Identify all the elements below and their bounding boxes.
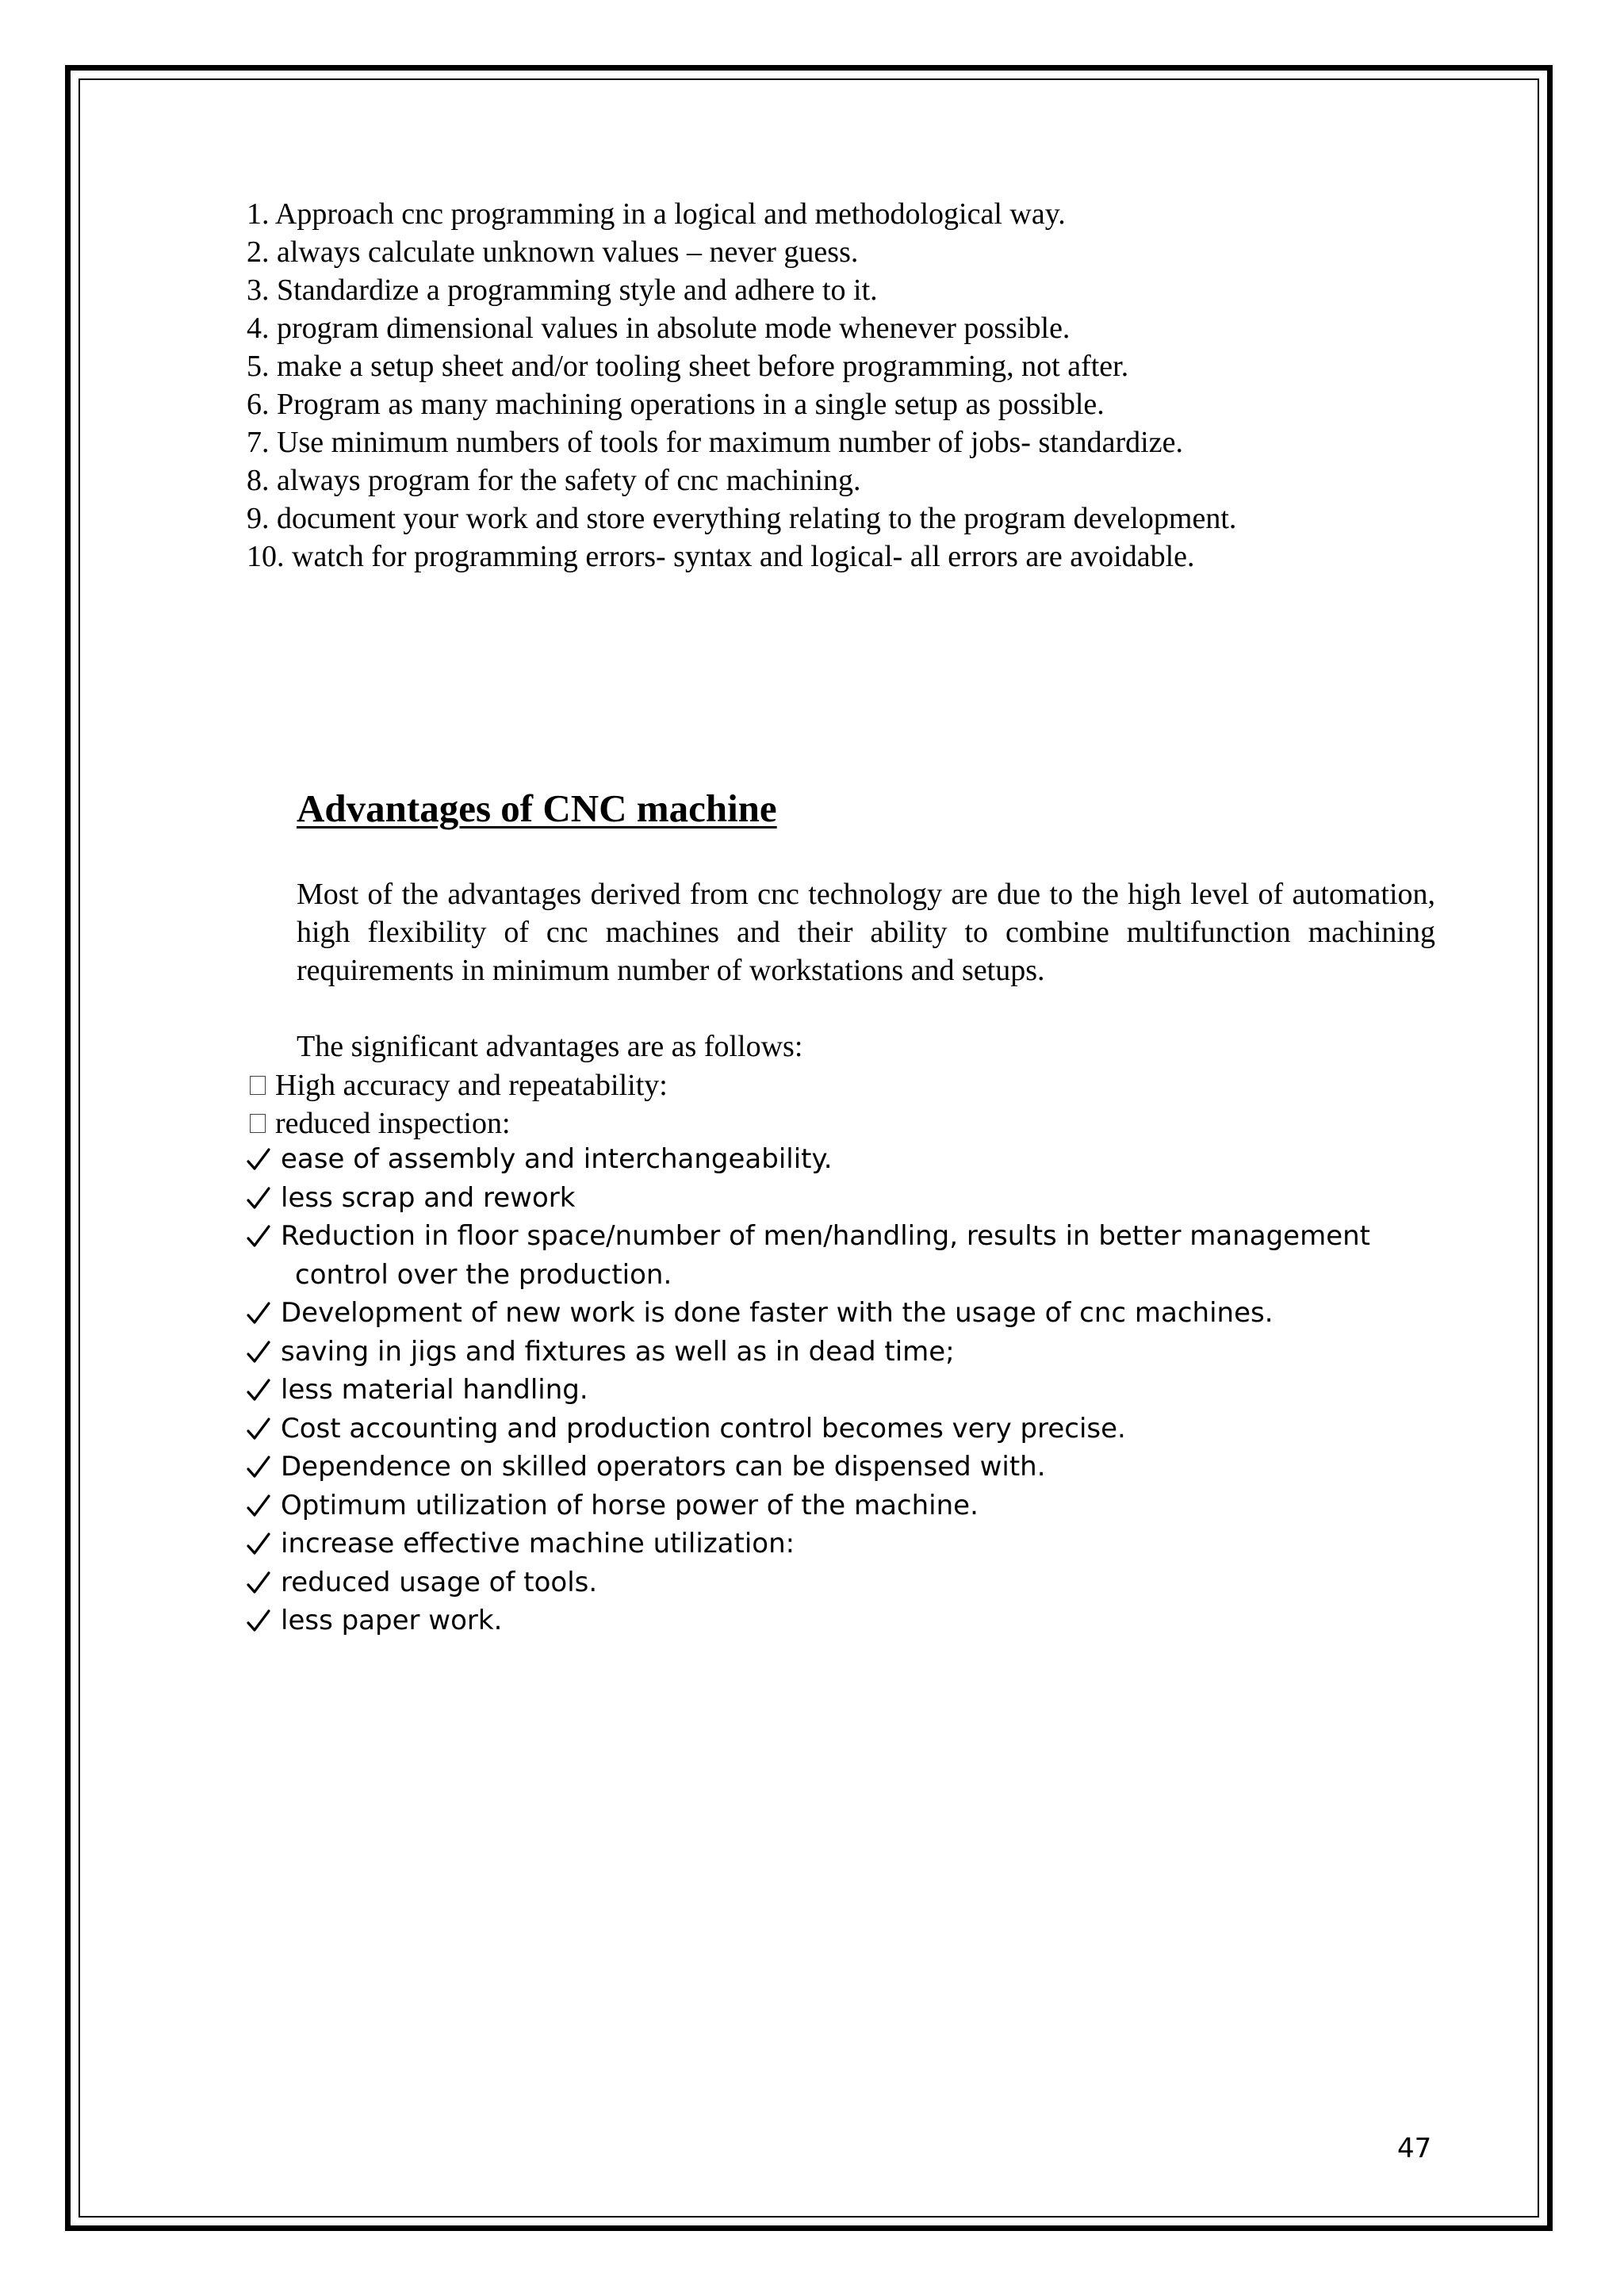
checkmark-icon — [244, 1179, 273, 1217]
checkmark-icon — [244, 1563, 273, 1601]
list-item-text: ease of assembly and interchangeability. — [281, 1143, 833, 1175]
list-item — [244, 1140, 1450, 1179]
list-item — [244, 1410, 1450, 1448]
list-item — [247, 1066, 668, 1104]
list-item-text: saving in jigs and fixtures as well as in dead time; — [281, 1335, 955, 1368]
checkmark-icon — [244, 1487, 273, 1525]
list-item — [244, 1179, 1450, 1218]
rule-item: 7. Use minimum numbers of tools for maximum number of jobs- standardize. — [247, 426, 1183, 459]
list-item-text: reduced usage of tools. — [281, 1566, 598, 1598]
list-item — [244, 1563, 1450, 1602]
significant-advantages-line: The significant advantages are as follows: — [297, 1030, 803, 1063]
list-item — [244, 1217, 1450, 1294]
rule-item: 6. Program as many machining operations in a single setup as possible. — [247, 388, 1105, 421]
page-number: 47 — [1397, 2133, 1432, 2164]
checkmark-icon — [244, 1410, 273, 1448]
empty-box-icon — [250, 1076, 266, 1095]
programming-rules-list — [247, 195, 1436, 576]
checked-advantages-list — [244, 1140, 1450, 1640]
list-item — [244, 1371, 1450, 1410]
list-item — [244, 1601, 1450, 1640]
list-item-text: High accuracy and repeatability: — [275, 1069, 668, 1102]
list-item-text: Cost accounting and production control becomes very precise. — [281, 1412, 1126, 1445]
rule-item: 8. always program for the safety of cnc machining. — [247, 464, 861, 497]
rule-item: 5. make a setup sheet and/or tooling sheet before programming, not after. — [247, 350, 1129, 383]
checkmark-icon — [244, 1217, 273, 1255]
list-item — [247, 1104, 668, 1142]
rule-item: 4. program dimensional values in absolute mode whenever possible. — [247, 312, 1071, 345]
checkmark-icon — [244, 1371, 273, 1409]
checkmark-icon — [244, 1294, 273, 1332]
list-item — [244, 1487, 1450, 1525]
checkmark-icon — [244, 1140, 273, 1178]
list-item-text: Dependence on skilled operators can be dispensed with. — [281, 1451, 1046, 1483]
checkmark-icon — [244, 1333, 273, 1371]
list-item-continuation: control over the production. — [295, 1258, 672, 1291]
list-item — [244, 1333, 1450, 1372]
rule-item: 9. document your work and store everything relating to the program development. — [247, 502, 1237, 535]
rule-item: 1. Approach cnc programming in a logical and methodological way. — [247, 197, 1066, 231]
list-item-text: Development of new work is done faster with the usage of cnc machines. — [281, 1297, 1274, 1329]
rule-item: 2. always calculate unknown values – never guess. — [247, 235, 859, 269]
list-item-text: less material handling. — [281, 1374, 588, 1406]
empty-box-icon — [250, 1114, 266, 1133]
list-item-text: Reduction in floor space/number of men/handling, results in better management — [281, 1220, 1370, 1252]
list-item-text: less paper work. — [281, 1605, 503, 1636]
list-item-text: increase effective machine utilization: — [281, 1528, 795, 1559]
list-item — [244, 1448, 1450, 1487]
list-item — [244, 1525, 1450, 1563]
checkmark-icon — [244, 1601, 273, 1640]
list-item — [244, 1294, 1450, 1333]
rule-item: 3. Standardize a programming style and adhere to it. — [247, 274, 878, 307]
box-advantages-list — [247, 1066, 668, 1142]
rule-item: 10. watch for programming errors- syntax and logical- all errors are avoidable. — [247, 540, 1195, 573]
list-item-text: reduced inspection: — [275, 1107, 511, 1140]
checkmark-icon — [244, 1448, 273, 1486]
checkmark-icon — [244, 1525, 273, 1563]
list-item-text: less scrap and rework — [281, 1181, 576, 1214]
advantages-intro-paragraph: Most of the advantages derived from cnc technology are due to the high level of automation, high flexibility of cnc machines and their ability to combine multifunction machining requirements in minimum number of workstations and setups. — [297, 878, 1435, 987]
list-item-text: Optimum utilization of horse power of the machine. — [281, 1489, 979, 1521]
advantages-heading: Advantages of CNC machine — [297, 786, 777, 830]
